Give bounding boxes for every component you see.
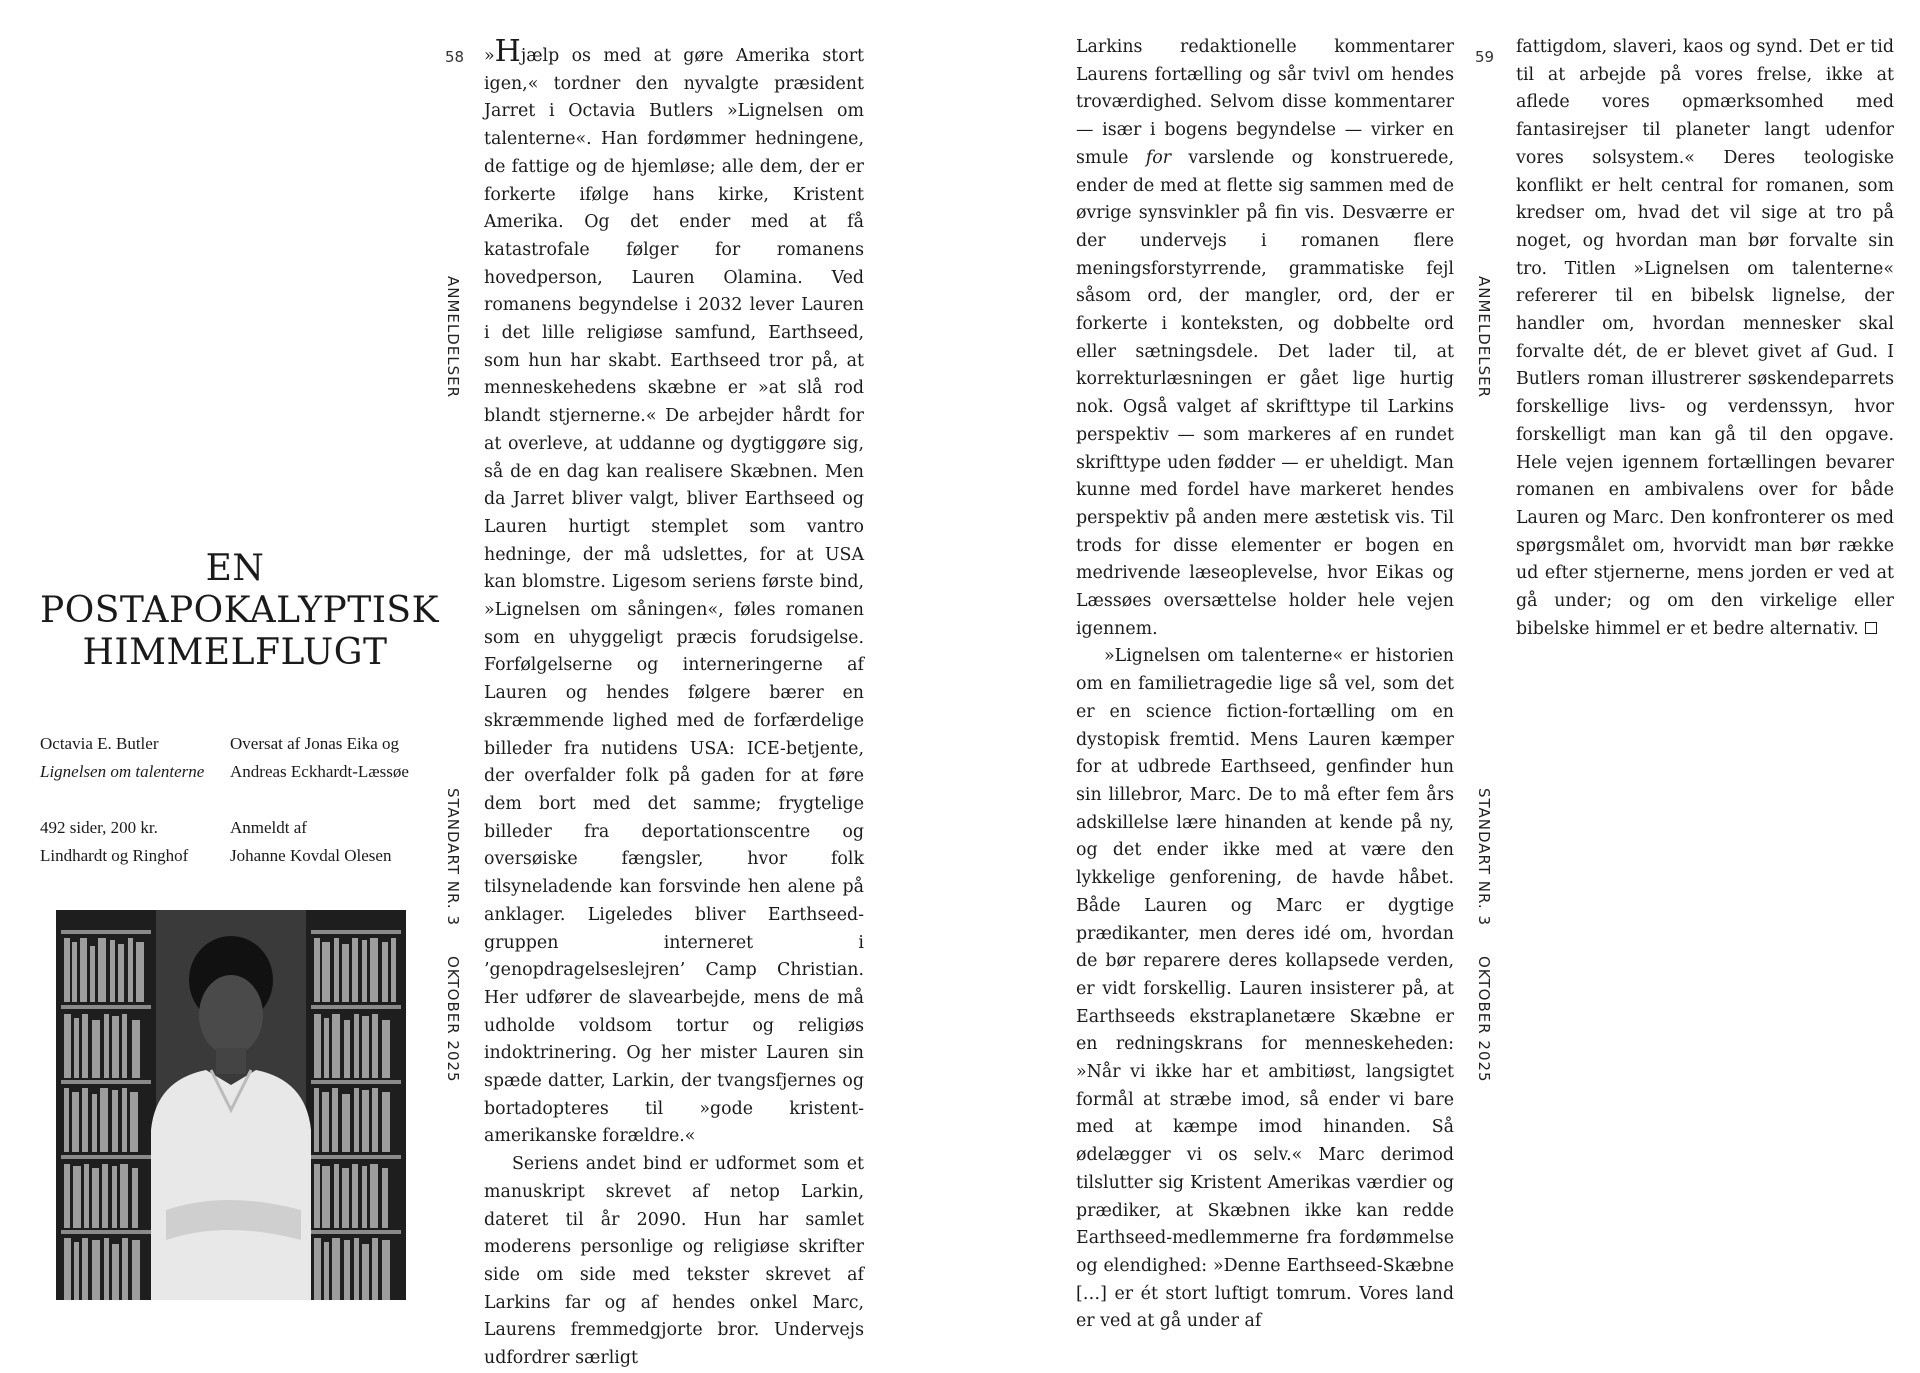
translator-line-1: Oversat af Jonas Eika og [230, 734, 400, 753]
left-page [0, 0, 960, 1369]
right-column-1 [1076, 34, 1454, 1336]
left-paragraph-1-text: jælp os med at gøre Amerika stort igen,« tordner den nyvalgte præsident Jarret i Octavia Butlers »Lignelsen om talenterne«. Han fordømmer hedningene, de fattige og de hjemløse; alle dem, der er forkerte ifølge hans kirke, Kristent Amerika. Og det ender med at få katastrofale følger for romanens hovedperson, Lauren Olamina. Ved romanens begyndelse i 2032 lever Lauren i det lille religiøse samfund, Earthseed, som hun har skabt. Earthseed tror på, at menneskehedens skæbne er »at slå rod blandt stjernerne.« De arbejder hårdt for at overleve, at uddanne og dygtiggøre sig, så de en dag kan realisere Skæbnen. Men da Jarret bliver valgt, bliver Earthseed og Lauren hurtigt stemplet som vantro hedninge, der må udslettes, for at USA kan blomstre. Ligesom seriens første bind, »Lignelsen om såningen«, føles romanen som en uhyggeligt præcis forudsigelse. Forfølgelserne og interneringerne af Lauren og hendes følgere bærer en skræmmende lighed med de forfærdelige billeder fra nutidens USA: ICE-betjente, der overfalder folk på gaden for at føre dem bort med det samme; frygtelige billeder fra deportationscentre og oversøiske fængsler, hvor folk tilsyneladende kan forsvinde hen alene på anklager. Ligeledes bliver Earthseed-gruppen interneret i ’genopdragelseslejren’ Camp Christian. Her udfører de slavearbejde, mens de må udholde voldsom tortur og religiøs indoktrinering. Og her mister Lauren sin spæde datter, Larkin, der tvangsfjernes og bortadopteres til »gode kristent-amerikanske forældre.« [484, 46, 864, 1147]
book-pages-price: 492 sider, 200 kr. [40, 818, 158, 837]
author-photo [56, 910, 406, 1300]
book-publisher: Lindhardt og Ringhof [40, 846, 189, 865]
reviewed-by-label: Anmeldt af [230, 818, 307, 837]
left-column [484, 34, 864, 1373]
date-label-left: OKTOBER 2025 [444, 956, 462, 1083]
book-title: Lignelsen om talenterne [40, 762, 205, 781]
page-number-left: 58 [445, 48, 465, 66]
author-photo-image [56, 910, 406, 1300]
end-mark-icon [1865, 622, 1877, 634]
credits-info [230, 730, 409, 870]
title-line-1: EN [205, 548, 265, 589]
right-col1-paragraph-2: »Lignelsen om talenterne« er historien om en familietragedie lige så vel, som det er en science fiction-fortælling om en dystopisk fremtid. Mens Lauren kæmper for at udbrede Earthseed, genfinder hun sin lillebror, Marc. De to må efter fem års adskillelse lære hinanden at kende på ny, og det ender ikke med at være den lykkelige genforening, de havde håbet. Både Lauren og Marc er dygtige prædikanter, men deres idé om, hvordan de bør reparere deres kollapsede verden, er vidt forskellig. Lauren insisterer på, at Earthseeds ekstraplanetære Skæbne er en redningskrans for menneskeheden: »Når vi ikke har et ambitiøst, langsigtet formål at stræbe imod, så ender vi bare med at kæmpe imod hinanden. Så ødelægger vi os selv.« Marc derimod tilslutter sig Kristent Amerikas værdier og prædiker, at Skæbnen ikke kan redde Earthseed-medlemmerne fra fordømmelse og elendighed: »Denne Earthseed-Skæbne […] er ét stort luftigt tomrum. Vores land er ved at gå under af [1076, 646, 1454, 1332]
section-label-right: ANMELDELSER [1475, 276, 1493, 399]
translator-line-2: Andreas Eckhardt-Læssøe [230, 762, 409, 781]
book-author: Octavia E. Butler [40, 734, 159, 753]
left-paragraph-1 [484, 34, 864, 1151]
right-col1-p1-a: Larkins redaktionelle kommentarer Laurens fortælling og sår tvivl om hendes troværdighed. Selvom disse kommentarer — især i bogens begyndelse — virker en smule [1076, 37, 1454, 168]
issue-label-left: STANDART NR. 3 [444, 788, 462, 926]
title-line-3: HIMMELFLUGT [82, 632, 388, 673]
right-page [960, 0, 1920, 1332]
article-title [40, 548, 439, 674]
section-label-left: ANMELDELSER [444, 276, 462, 399]
right-col2-text: fattigdom, slaveri, kaos og synd. Det er tid til at arbejde på vores frelse, ikke at aflede vores opmærksomhed med fantasirejser til planeter langt udenfor vores solsystem.« Deres teologiske konflikt er helt central for romanen, som kredser om, hvad det vil sige at tro på noget, og hvordan man bør forvalte sin tro. Titlen »Lignelsen om talenterne« refererer til en bibelsk lignelse, der handler om, hvordan mennesker skal forvalte dét, de er blevet givet af Gud. I Butlers roman illustrerer søskendeparrets forskellige livs- og verdenssyn, hvor forskelligt man kan gå til den opgave. Hele vejen igennem fortællingen bevarer romanen en ambivalens over for både Lauren og Marc. Den konfronterer os med spørgsmålet om, hvorvidt man bør række ud efter stjernerne, mens jorden er ved at gå under; og om den virkelige eller bibelske himmel er et bedre alternativ. [1516, 37, 1894, 639]
right-column-2 [1516, 34, 1894, 643]
page-number-right: 59 [1475, 48, 1495, 66]
drop-cap: H [494, 34, 521, 69]
right-col1-p1-b: varslende og konstruerede, ender de med at flette sig sammen med de øvrige synsvinkler på fin vis. Desværre er der undervejs i romanen flere meningsforstyrrende, grammatiske fejl såsom ord, der mangler, ord, der er forkerte i konteksten, og dobbelte ord eller sætningsdele. Det lader til, at korrekturlæsningen er gået lige hurtig nok. Også valget af skrifttype til Larkins perspektiv — som markeres af en rundet skrifttype uden fødder — er uheldigt. Man kunne med fordel have markeret hendes perspektiv på anden mere æstetisk vis. Til trods for disse elementer er bogen en medrivende læseoplevelse, hvor Eikas og Læssøes oversættelse holder hele vejen igennem. [1076, 147, 1455, 639]
right-col1-paragraph-1 [1076, 34, 1454, 643]
left-paragraph-2: Seriens andet bind er udformet som et manuskript skrevet af netop Larkin, dateret til år 2090. Hun har samlet moderens personlige og religiøse skrifter side om side med tekster skrevet af Larkins far og af hendes onkel Marc, Laurens fremmedgjorte bror. Undervejs udfordrer særligt [484, 1154, 864, 1369]
issue-label-right: STANDART NR. 3 [1475, 788, 1493, 926]
date-label-right: OKTOBER 2025 [1475, 956, 1493, 1083]
title-line-2: POSTAPOKALYPTISK [40, 590, 439, 631]
right-col1-emphasis: for [1145, 147, 1172, 168]
reviewer-name: Johanne Kovdal Olesen [230, 846, 392, 865]
right-col2-paragraph-1 [1516, 34, 1894, 643]
book-info [40, 730, 204, 870]
opening-quote: » [484, 46, 495, 66]
